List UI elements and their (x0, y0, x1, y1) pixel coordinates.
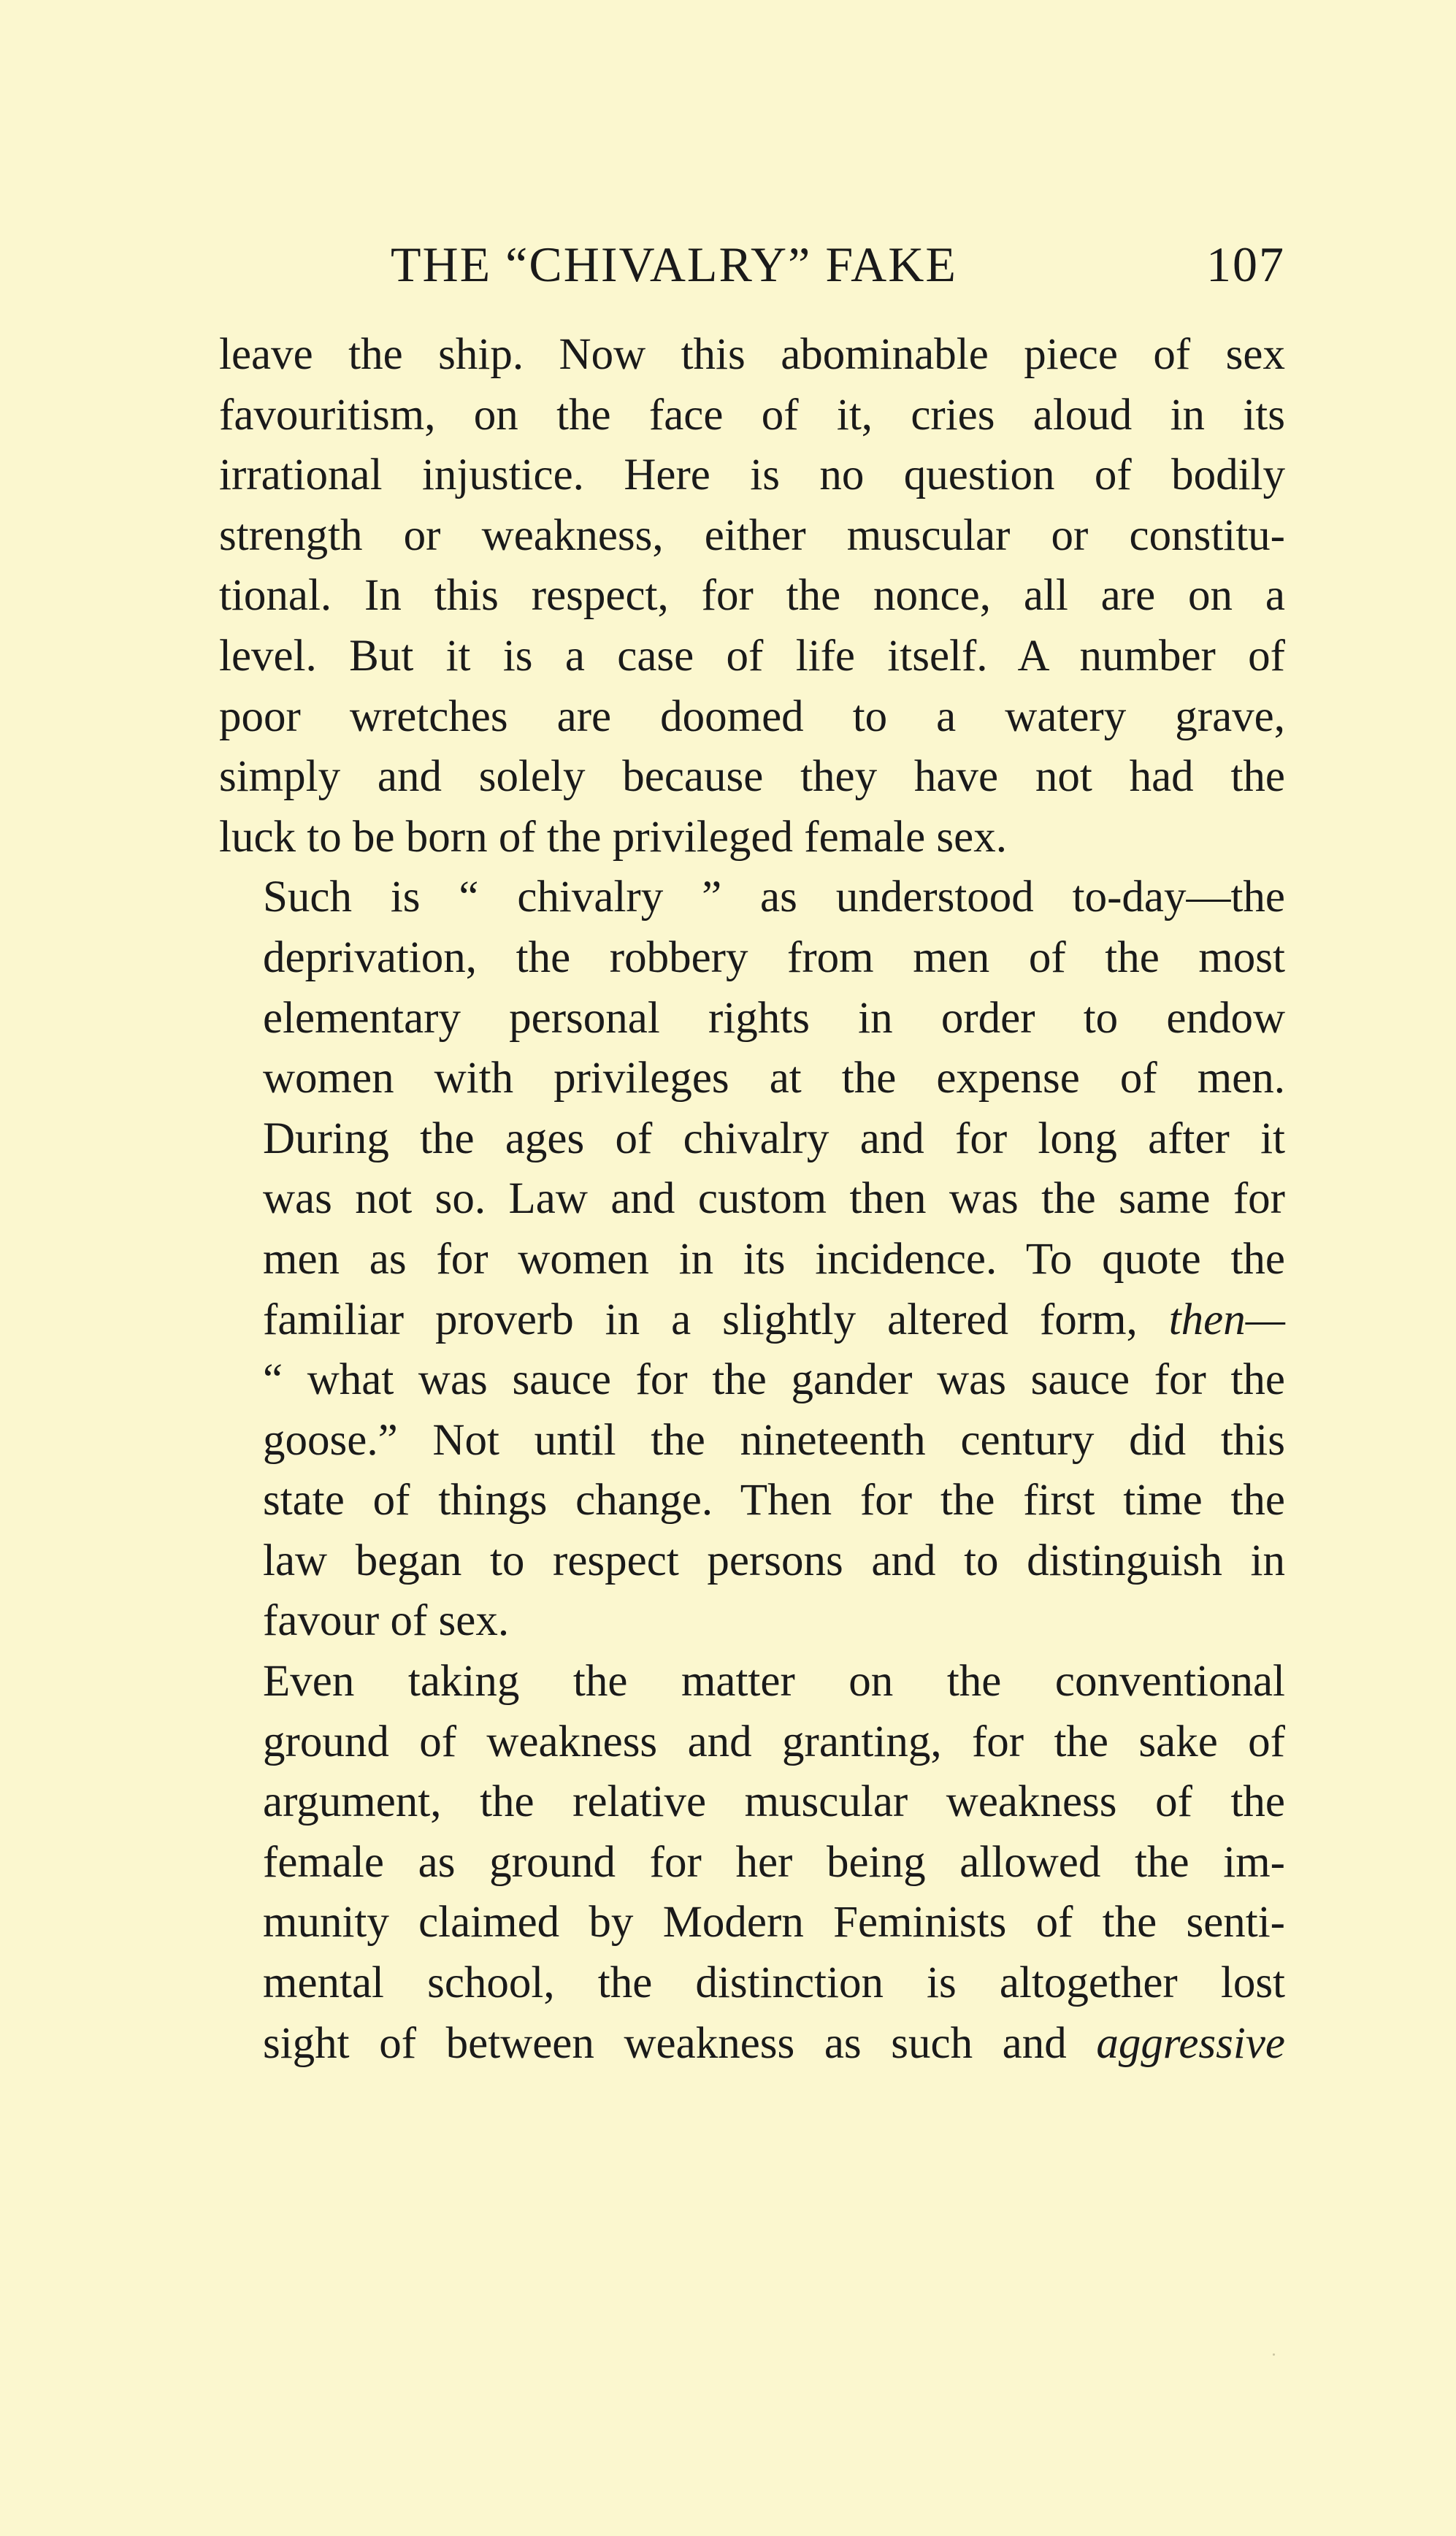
text-line: goose.” Not until the nineteenth century did this (263, 1415, 1285, 1465)
line-text: familiar proverb in a slightly altered form, (263, 1295, 1138, 1344)
text-line: irrational injustice. Here is no question of bodily (219, 451, 1285, 500)
text-line: female as ground for her being allowed the im- (263, 1837, 1285, 1887)
paragraph-3 (219, 1652, 1285, 2074)
text-line: elementary personal rights in order to endow (263, 993, 1285, 1043)
text-line-with-italic (219, 1290, 1285, 1351)
text-line: tional. In this respect, for the nonce, all are on a (219, 571, 1285, 621)
text-line: leave the ship. Now this abominable piece of sex (219, 330, 1285, 379)
text-line: poor wretches are doomed to a watery grave, (219, 692, 1285, 741)
text-line: state of things change. Then for the first time the (263, 1476, 1285, 1525)
text-line: Such is “ chivalry ” as understood to-day—the (263, 873, 1285, 922)
running-head (219, 223, 1285, 310)
italic-word: aggressive (1096, 2018, 1285, 2068)
text-line: level. But it is a case of life itself. A number of (219, 631, 1285, 681)
text-line: strength or weakness, either muscular or constitu- (219, 510, 1285, 560)
body-text (219, 325, 1285, 2074)
text-line: deprivation, the robbery from men of the most (263, 932, 1285, 982)
text-line: favour of sex. (263, 1596, 510, 1646)
text-line: law began to respect persons and to distinguish in (263, 1536, 1285, 1585)
text-line: women with privileges at the expense of men. (263, 1054, 1285, 1103)
text-line: During the ages of chivalry and for long after it (263, 1114, 1285, 1163)
text-line: “ what was sauce for the gander was sauce for the (263, 1355, 1285, 1405)
text-line: Even taking the matter on the conventional (263, 1657, 1285, 1706)
text-line: favouritism, on the face of it, cries aloud in its (219, 390, 1285, 440)
text-line: munity claimed by Modern Feminists of the senti- (263, 1898, 1285, 1947)
running-title: THE “CHIVALRY” FAKE (391, 237, 957, 292)
italic-word: then— (1168, 1295, 1285, 1344)
line-text: sight of between weakness as such and (263, 2018, 1067, 2068)
text-line: was not so. Law and custom then was the same for (263, 1174, 1285, 1224)
text-line-with-italic (219, 2014, 1285, 2075)
text-line: luck to be born of the privileged female sex. (219, 812, 1007, 862)
paragraph-1 (219, 325, 1285, 867)
text-line: simply and solely because they have not had the (219, 752, 1285, 802)
text-line: men as for women in its incidence. To quote the (263, 1234, 1285, 1284)
paper-speck (1273, 2353, 1275, 2356)
page-number: 107 (1206, 237, 1285, 292)
text-line: ground of weakness and granting, for the sake of (263, 1717, 1285, 1766)
text-line: argument, the relative muscular weakness of the (263, 1777, 1285, 1827)
text-line: mental school, the distinction is altogether lost (263, 1958, 1285, 2008)
paragraph-2 (219, 867, 1285, 1652)
